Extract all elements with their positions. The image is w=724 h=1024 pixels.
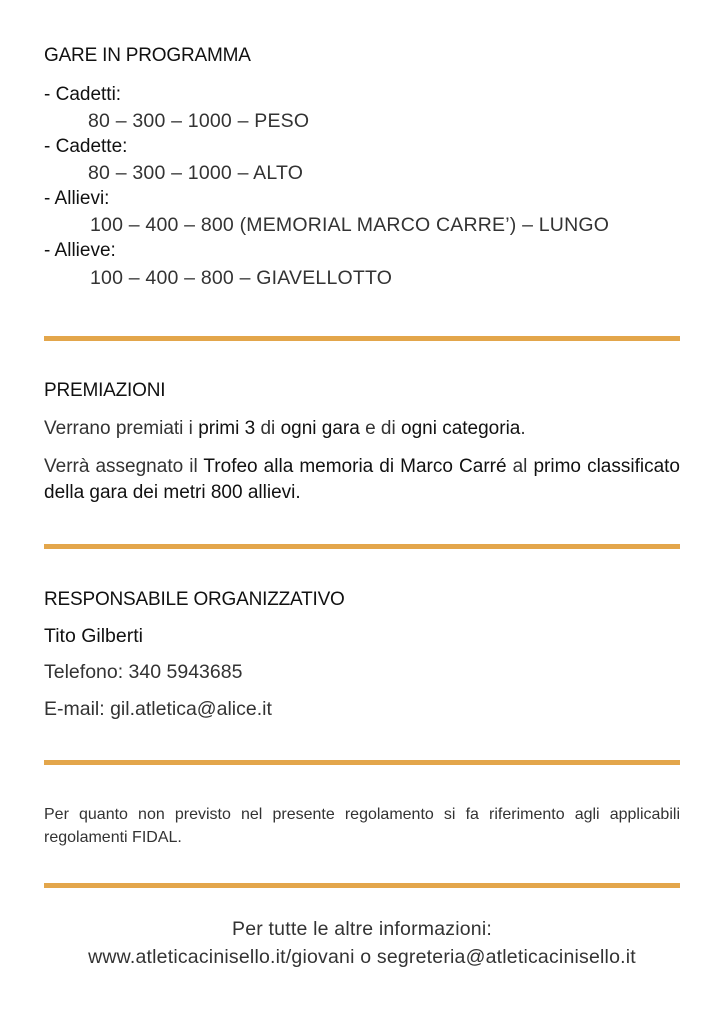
text-run: . <box>520 418 526 439</box>
responsabile-email: E-mail: gil.atletica@alice.it <box>44 698 272 720</box>
premiazioni-line-1 <box>44 416 680 442</box>
section-divider <box>44 883 680 888</box>
bold-run: primo classificato della gara dei metri 800 allievi. <box>44 456 680 503</box>
category-events-allievi: 100 – 400 – 800 (MEMORIAL MARCO CARRE’) – LUNGO <box>90 214 610 236</box>
text-run: Verrà assegnato il <box>44 456 204 477</box>
bold-run: ogni categoria <box>401 418 521 439</box>
bold-run: Trofeo alla memoria di Marco Carré <box>203 456 507 477</box>
premiazioni-heading: PREMIAZIONI <box>44 380 166 401</box>
text-run: al <box>506 456 534 477</box>
bold-run: ogni gara <box>280 418 360 439</box>
section-divider <box>44 336 680 341</box>
category-label-allieve: - Allieve: <box>44 240 116 261</box>
gare-heading: GARE IN PROGRAMMA <box>44 45 251 66</box>
footer-info <box>44 915 680 971</box>
category-events-cadetti: 80 – 300 – 1000 – PESO <box>88 110 310 132</box>
bold-run: primi 3 <box>198 418 256 439</box>
text-run: di <box>255 418 281 439</box>
text-run: e di <box>359 418 401 439</box>
text-run: Verrano premiati i <box>44 418 199 439</box>
category-events-allieve: 100 – 400 – 800 – GIAVELLOTTO <box>90 267 393 289</box>
footer-line-2: www.atleticacinisello.it/giovani o segreteria@atleticacinisello.it <box>88 946 636 968</box>
premiazioni-line-2 <box>44 454 680 506</box>
section-divider <box>44 544 680 549</box>
category-label-allievi: - Allievi: <box>44 188 110 209</box>
section-divider <box>44 760 680 765</box>
fidal-note: Per quanto non previsto nel presente regolamento si fa riferimento agli applicabili regolamenti FIDAL. <box>44 806 680 846</box>
responsabile-phone: Telefono: 340 5943685 <box>44 661 243 683</box>
responsabile-name: Tito Gilberti <box>44 625 143 647</box>
category-label-cadette: - Cadette: <box>44 136 128 157</box>
category-events-cadette: 80 – 300 – 1000 – ALTO <box>88 162 304 184</box>
responsabile-heading: RESPONSABILE ORGANIZZATIVO <box>44 589 345 610</box>
footer-line-1: Per tutte le altre informazioni: <box>231 918 492 940</box>
category-label-cadetti: - Cadetti: <box>44 84 122 105</box>
